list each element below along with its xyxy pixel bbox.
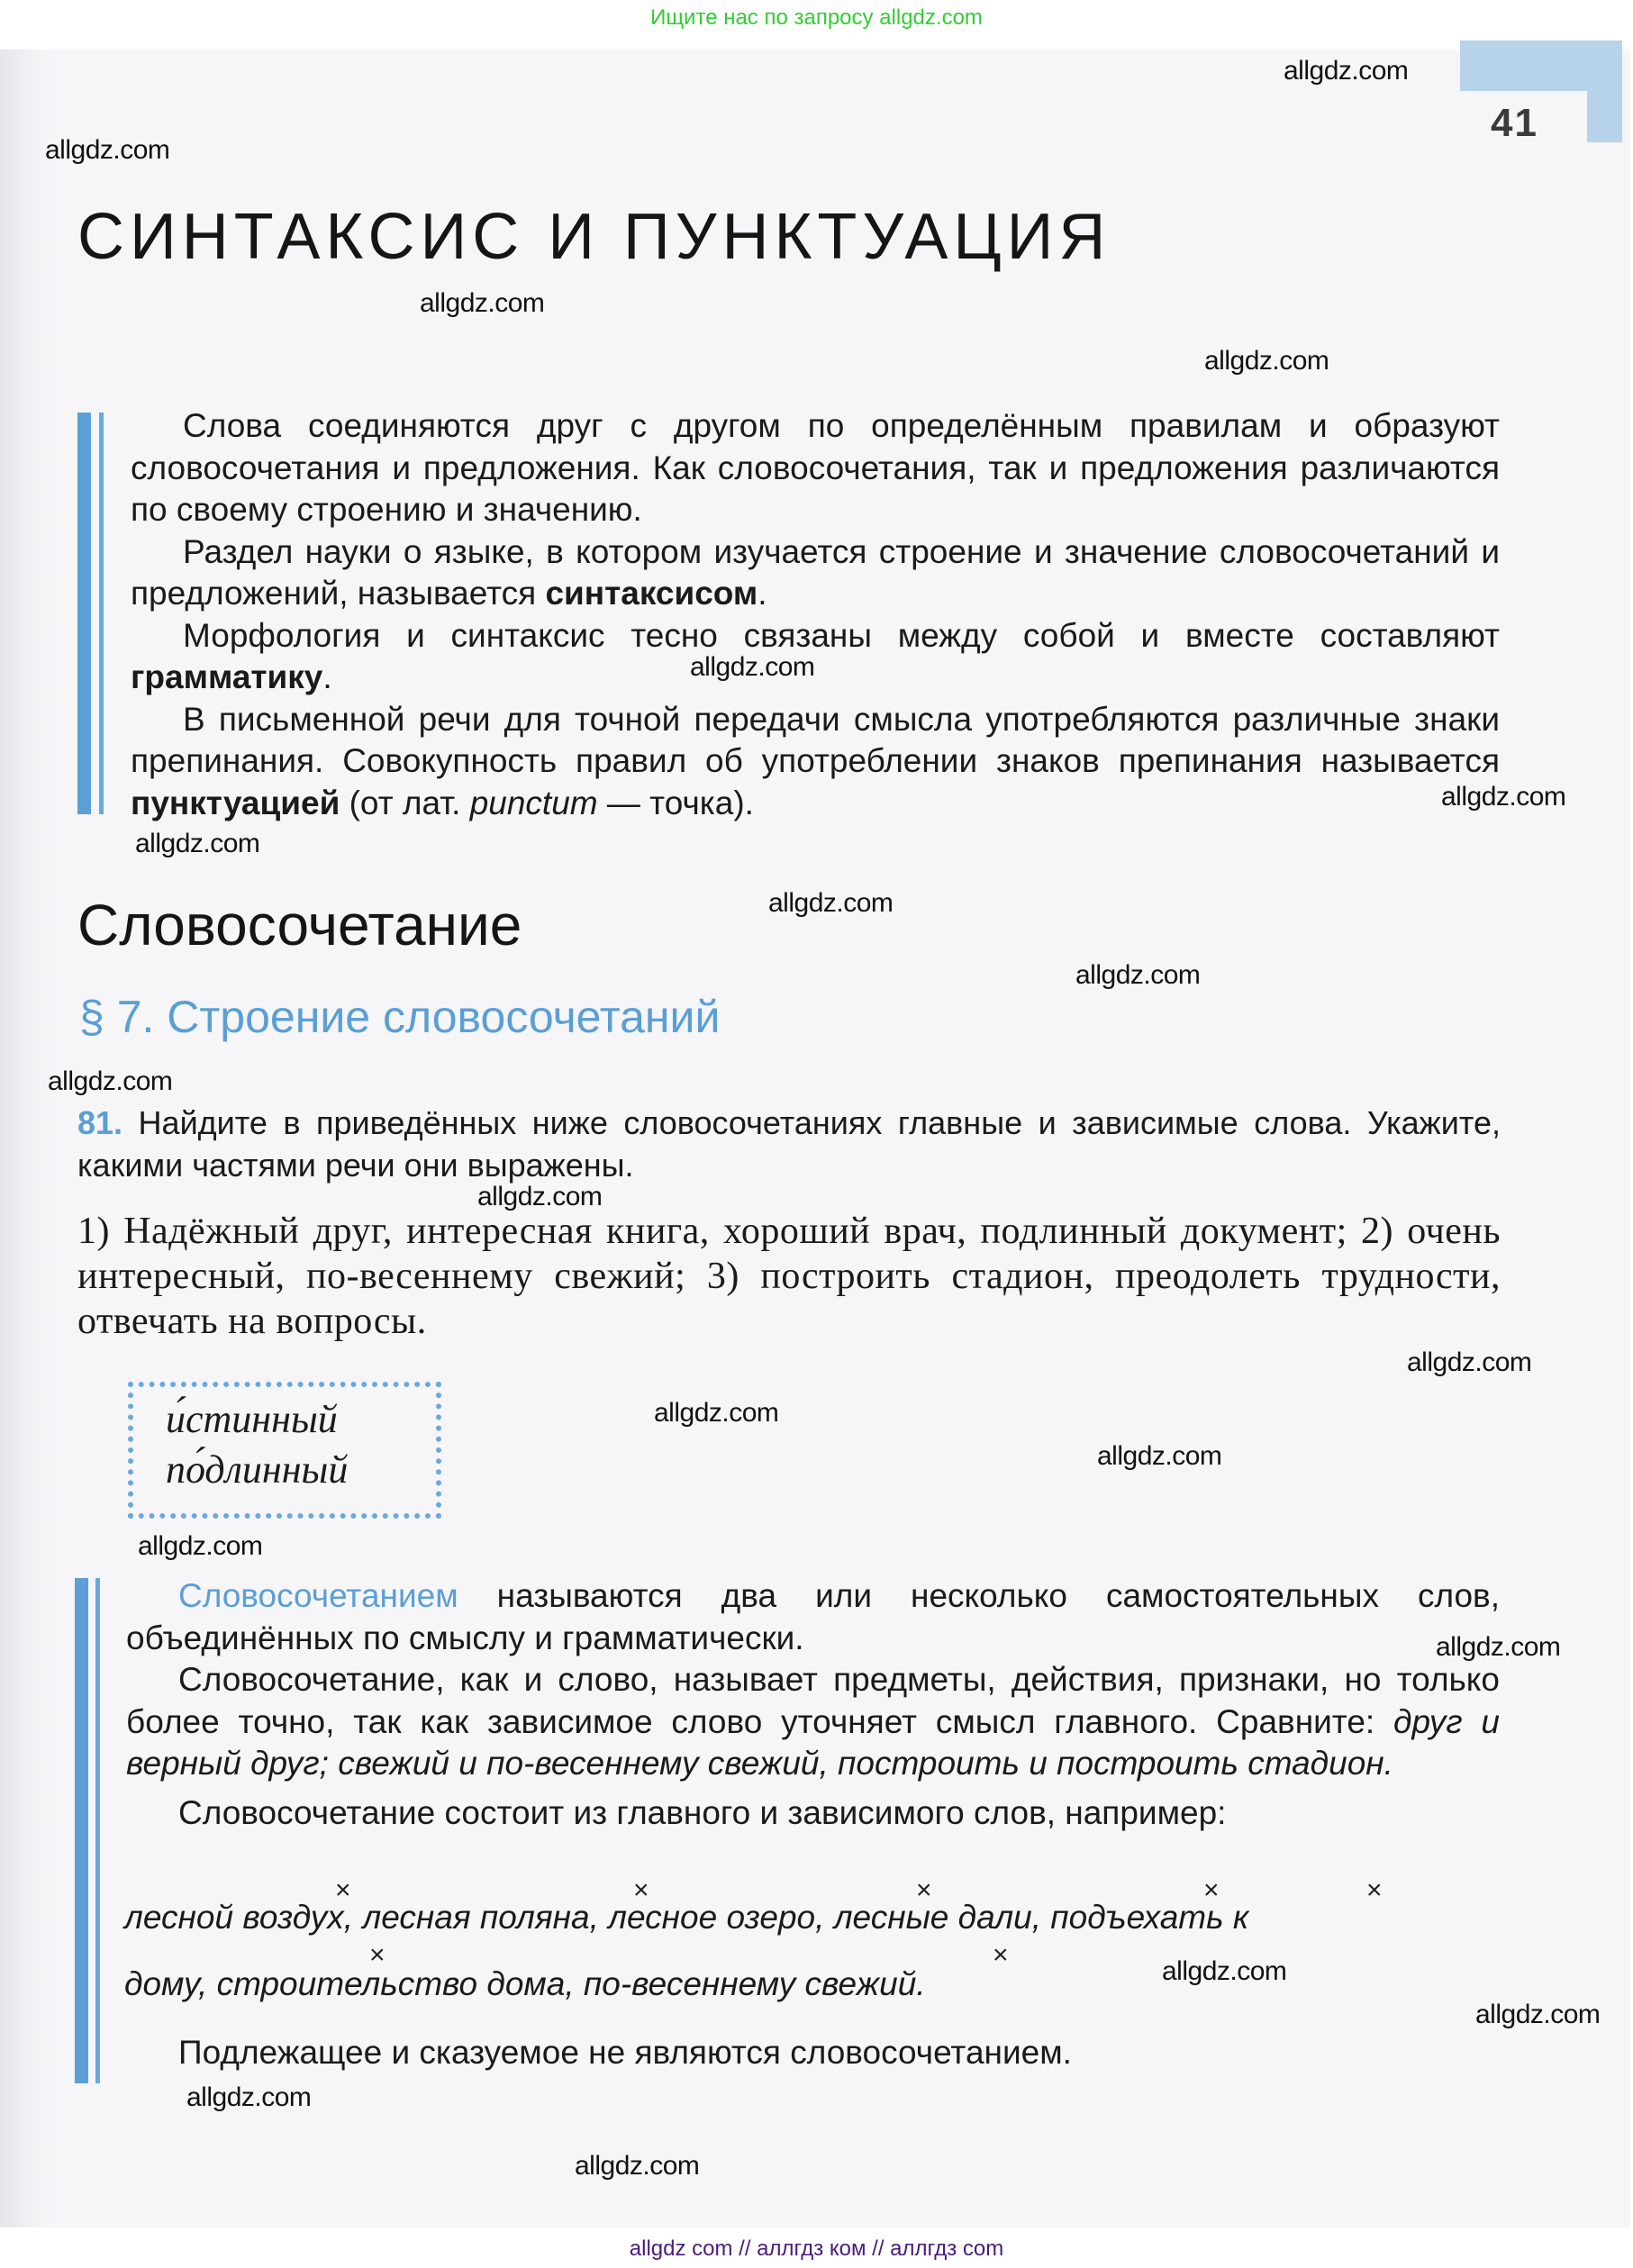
main-word-mark-icon: × <box>1366 1875 1383 1905</box>
exercise-81 <box>77 1102 1501 1186</box>
watermark: allgdz.com <box>420 288 545 318</box>
main-word-mark-icon: × <box>633 1875 649 1905</box>
watermark: allgdz.com <box>138 1531 263 1561</box>
latin-term: punctum <box>469 784 598 821</box>
rule-box-1 <box>131 405 1500 824</box>
watermark: allgdz.com <box>135 829 260 858</box>
watermark: allgdz.com <box>1204 346 1329 376</box>
term-punctuation: пунктуацией <box>131 784 340 821</box>
watermark: allgdz.com <box>768 888 894 918</box>
watermark: allgdz.com <box>1441 782 1566 812</box>
rule-box-bar-icon <box>77 413 91 814</box>
paragraph-title: § 7. Строение словосочетаний <box>79 992 721 1042</box>
rule-1-paragraph-1: Слова соединяются друг с другом по определённым правилам и образуют словосочетания и предложения. Как словосочетания, так и предложения различаются по своему строению и значению. <box>131 407 1500 528</box>
watermark: allgdz.com <box>186 2082 312 2112</box>
main-word-mark-icon: × <box>993 1940 1009 1970</box>
term-grammar: грамматику <box>131 658 323 695</box>
bottom-banner: allgdz com // аллгдз ком // аллгдз com <box>629 2236 1004 2261</box>
watermark: allgdz.com <box>654 1398 779 1428</box>
watermark: allgdz.com <box>575 2151 700 2181</box>
rule-1-paragraph-4: В письменной речи для точной передачи смысла употребляются различные знаки препинания. Совокупность правил об употреблении знаков препинания называется пунктуацией (от лат. punctum — точка). <box>131 700 1500 821</box>
rule-2-paragraph-3: Словосочетание состоит из главного и зависимого слов, например: <box>178 1793 1227 1831</box>
exercise-task: Найдите в приведённых ниже словосочетаниях главные и зависимые слова. Укажите, какими частями речи они выражены. <box>77 1104 1501 1184</box>
vocab-word-1: и́стинный <box>166 1397 338 1441</box>
example-line-2: дому, строительство дома, по-весеннему свежий. <box>124 1965 926 2002</box>
rule-box-2 <box>126 1575 1500 1834</box>
rule-1-paragraph-2: Раздел науки о языке, в котором изучается строение и значение словосочетаний и предложений, называется синтаксисом. <box>131 532 1500 612</box>
rule-box-bar-icon <box>75 1578 88 2083</box>
watermark: allgdz.com <box>1162 1956 1287 1986</box>
term-syntax: синтаксисом <box>545 575 758 612</box>
watermark: allgdz.com <box>1097 1441 1222 1471</box>
rule-box-line-icon <box>95 1578 100 2083</box>
vocabulary-box <box>128 1382 441 1519</box>
rule-2-paragraph-2: Словосочетание, как и слово, называет предметы, действия, признаки, но только более точно, так как зависимое слово уточняет смысл главного. Сравните: друг и верный друг; свежий и по-весеннему свежий, построить и построить стадион. <box>126 1661 1500 1782</box>
watermark: allgdz.com <box>1075 960 1201 990</box>
page-number: 41 <box>1491 101 1538 145</box>
rule-box-line-icon <box>99 413 104 814</box>
watermark: allgdz.com <box>1284 56 1409 86</box>
example-line-1: лесной воздух, лесная поляна, лесное озеро, лесные дали, подъехать к <box>124 1899 1249 1936</box>
chapter-title: СИНТАКСИС И ПУНКТУАЦИЯ <box>77 201 1111 273</box>
main-word-mark-icon: × <box>916 1875 932 1905</box>
vocab-word-2: по́длинный <box>166 1447 349 1492</box>
rule-2-paragraph-1: Словосочетанием называются два или несколько самостоятельных слов, объединённых по смыслу и грамматически. <box>126 1577 1500 1656</box>
watermark: allgdz.com <box>690 652 815 682</box>
main-word-mark-icon: × <box>1203 1875 1220 1905</box>
watermark: allgdz.com <box>1475 2000 1601 2029</box>
rule-1-paragraph-3: Морфология и синтаксис тесно связаны между собой и вместе составляют грамматику. <box>131 616 1500 695</box>
defined-term: Словосочетанием <box>178 1577 458 1614</box>
exercise-examples: 1) Надёжный друг, интересная книга, хороший врач, подлинный документ; 2) очень интересный, по-весеннему свежий; 3) построить стадион, преодолеть трудности, отвечать на вопросы. <box>77 1211 1501 1342</box>
watermark: allgdz.com <box>477 1182 603 1211</box>
top-banner: Ищите нас по запросу allgdz.com <box>650 5 983 30</box>
watermark: allgdz.com <box>1436 1632 1561 1662</box>
watermark: allgdz.com <box>48 1066 173 1096</box>
watermark: allgdz.com <box>1407 1347 1532 1377</box>
comparison-examples: друг и верный друг; свежий и по-весеннему свежий, построить и построить стадион. <box>126 1702 1500 1782</box>
main-word-mark-icon: × <box>369 1940 386 1970</box>
exercise-number: 81. <box>77 1104 123 1141</box>
page-tab-decoration-side <box>1587 41 1622 142</box>
main-word-mark-icon: × <box>335 1875 351 1905</box>
section-title: Словосочетание <box>77 893 522 957</box>
rule-2-paragraph-4: Подлежащее и сказуемое не являются словосочетанием. <box>178 2034 1072 2071</box>
watermark: allgdz.com <box>45 135 170 165</box>
